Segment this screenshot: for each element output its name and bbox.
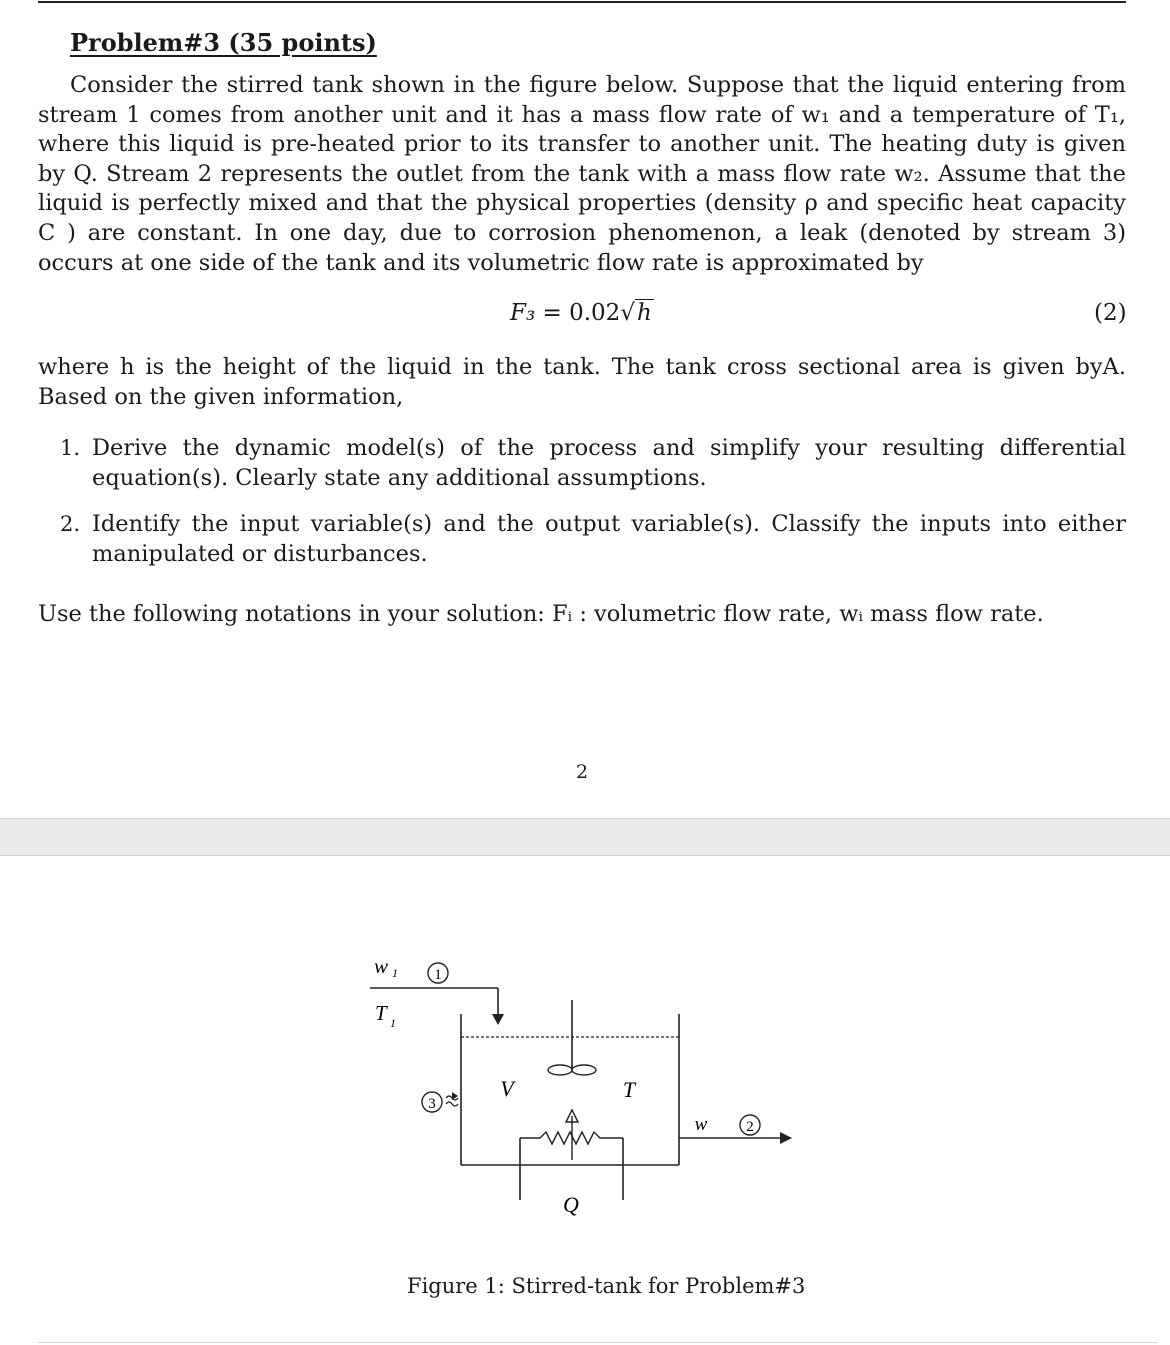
agitator-blade-left [548, 1065, 572, 1075]
equation-body [510, 300, 654, 326]
question-list [60, 433, 1126, 569]
equation-lhs: F₃ [510, 300, 536, 326]
question-item [60, 509, 1126, 569]
inlet-temp-subscript: 1 [390, 1016, 396, 1030]
inlet-flow-label: w [374, 954, 389, 978]
stream1-marker: 1 [434, 967, 442, 983]
bottom-rule [38, 1342, 1158, 1343]
figure-caption: Figure 1: Stirred-tank for Problem#3 [407, 1274, 806, 1298]
stirred-tank-figure [0, 860, 1170, 1280]
radical-argument: h [636, 300, 652, 326]
tank-temperature-label: T [622, 1077, 636, 1102]
heat-duty-label: Q [563, 1192, 579, 1217]
stream2-marker: 2 [746, 1119, 754, 1135]
question-number: 2. [60, 512, 81, 536]
problem-title: Problem#3 (35 points) [70, 28, 377, 57]
problem-paragraph-given: where h is the height of the liquid in the tank. The tank cross sectional area is given byA. Based on the given information, [38, 354, 1126, 410]
outlet-arrowhead [780, 1132, 792, 1144]
page-separator [0, 818, 1170, 856]
page-number: 2 [576, 761, 589, 783]
outlet-flow-label: w [694, 1114, 708, 1135]
question-number: 1. [60, 436, 81, 460]
question-item [60, 433, 1126, 493]
notation-line: Use the following notations in your solution: Fᵢ : volumetric flow rate, wᵢ mass flow rate. [38, 601, 1044, 627]
inlet-temp-label: T [375, 1001, 387, 1025]
problem-paragraph-intro: Consider the stirred tank shown in the figure below. Suppose that the liquid entering from stream 1 comes from another unit and it has a mass flow rate of w₁ and a temperature of T₁, where this liquid is pre-heated prior to its transfer to another unit. The heating duty is given by Q. Stream 2 represents the outlet from the tank with a mass flow rate w₂. Assume that the liquid is perfectly mixed and that the physical properties (density ρ and specific heat capacity C ) are constant. In one day, due to corrosion phenomenon, a leak (denoted by stream 3) occurs at one side of the tank and its volumetric flow rate is approximated by [38, 72, 1126, 276]
question-text: Derive the dynamic model(s) of the process and simplify your resulting differential equation(s). Clearly state any additional assumptions. [92, 435, 1126, 491]
equation-number: (2) [1094, 300, 1127, 326]
stream3-marker: 3 [428, 1096, 436, 1112]
equation-equals: = [542, 300, 562, 326]
radical-sign: √ [620, 300, 635, 326]
inlet-arrowhead [492, 1014, 504, 1025]
question-text: Identify the input variable(s) and the output variable(s). Classify the inputs into either manipulated or disturbances. [92, 511, 1126, 567]
agitator-blade-right [572, 1065, 596, 1075]
top-rule [38, 1, 1126, 3]
inlet-flow-subscript: 1 [392, 966, 398, 980]
volume-label: V [500, 1076, 514, 1101]
equation-coefficient: 0.02 [569, 300, 621, 326]
